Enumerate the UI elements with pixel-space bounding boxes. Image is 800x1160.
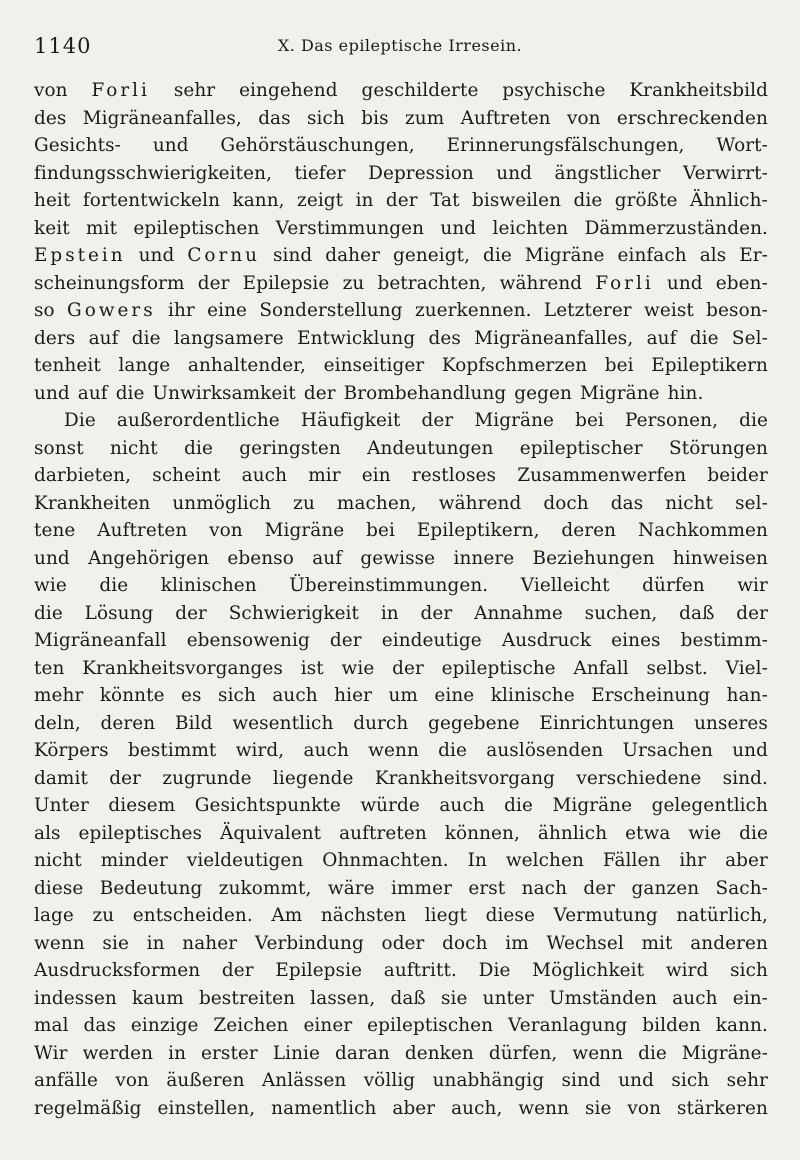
- text-line: des Migräneanfalles, das sich bis zum Auftreten von erschreckenden: [34, 107, 768, 129]
- text-line: Wir werden in erster Linie daran denken dürfen, wenn die Migräne-: [34, 1042, 768, 1064]
- page-number: 1140: [34, 34, 92, 58]
- text-line: indessen kaum bestreiten lassen, daß sie unter Umständen auch ein-: [34, 987, 768, 1009]
- text-line: Krankheiten unmöglich zu machen, während doch das nicht sel-: [34, 492, 768, 514]
- text-line: sonst nicht die geringsten Andeutungen epileptischer Störungen: [34, 437, 768, 459]
- text-line: die Lösung der Schwierigkeit in der Annahme suchen, daß der: [34, 602, 768, 624]
- text-line: Gesichts- und Gehörstäuschungen, Erinnerungsfälschungen, Wort-: [34, 135, 768, 156]
- text-line: heit fortentwickeln kann, zeigt in der Tat bisweilen die größte Ähnlich-: [34, 190, 768, 211]
- text-line: mal das einzige Zeichen einer epileptischen Veranlagung bilden kann.: [34, 1015, 768, 1036]
- text-line: anfälle von äußeren Anlässen völlig unabhängig sind und sich sehr: [34, 1070, 768, 1091]
- text-line: Die außerordentliche Häufigkeit der Migräne bei Personen, die: [64, 410, 768, 431]
- page-header: [34, 34, 766, 62]
- text-line: findungsschwierigkeiten, tiefer Depression und ängstlicher Verwirrt-: [34, 162, 768, 184]
- text-line: Epstein und Cornu sind daher geneigt, die Migräne einfach als Er-: [34, 245, 768, 266]
- text-line: keit mit epileptischen Verstimmungen und leichten Dämmerzuständen.: [34, 217, 768, 239]
- text-line: damit der zugrunde liegende Krankheitsvorgang verschiedene sind.: [34, 767, 768, 789]
- text-line: lage zu entscheiden. Am nächsten liegt diese Vermutung natürlich,: [34, 905, 768, 926]
- text-line: wenn sie in naher Verbindung oder doch im Wechsel mit anderen: [34, 932, 768, 954]
- text-line: darbieten, scheint auch mir ein restloses Zusammenwerfen beider: [34, 465, 768, 486]
- text-line: nicht minder vieldeutigen Ohnmachten. In welchen Fällen ihr aber: [34, 850, 768, 871]
- text-line: wie die klinischen Übereinstimmungen. Vielleicht dürfen wir: [34, 575, 768, 596]
- text-line: ten Krankheitsvorganges ist wie der epileptische Anfall selbst. Viel-: [34, 657, 768, 679]
- text-line: als epileptisches Äquivalent auftreten können, ähnlich etwa wie die: [34, 822, 768, 844]
- text-line: mehr könnte es sich auch hier um eine klinische Erscheinung han-: [34, 685, 768, 706]
- text-line: Migräneanfall ebensowenig der eindeutige Ausdruck eines bestimm-: [34, 630, 768, 651]
- text-line: regelmäßig einstellen, namentlich aber auch, wenn sie von stärkeren: [34, 1097, 768, 1119]
- text-line: ders auf die langsamere Entwicklung des Migräneanfalles, auf die Sel-: [34, 327, 768, 349]
- body-text: [34, 77, 768, 1122]
- text-line: und auf die Unwirksamkeit der Brombehandlung gegen Migräne hin.: [34, 382, 704, 404]
- text-line: diese Bedeutung zukommt, wäre immer erst nach der ganzen Sach-: [34, 877, 768, 899]
- text-line: scheinungsform der Epilepsie zu betrachten, während Forli und eben-: [34, 272, 768, 294]
- text-line: deln, deren Bild wesentlich durch gegebene Einrichtungen unseres: [34, 712, 768, 734]
- text-line: Ausdrucksformen der Epilepsie auftritt. Die Möglichkeit wird sich: [34, 960, 768, 981]
- text-line: Unter diesem Gesichtspunkte würde auch die Migräne gelegentlich: [34, 795, 768, 816]
- text-line: von Forli sehr eingehend geschilderte psychische Krankheitsbild: [34, 80, 768, 101]
- text-line: tene Auftreten von Migräne bei Epileptikern, deren Nachkommen: [34, 520, 768, 541]
- text-line: tenheit lange anhaltender, einseitiger Kopfschmerzen bei Epileptikern: [34, 355, 768, 376]
- text-line: Körpers bestimmt wird, auch wenn die auslösenden Ursachen und: [34, 740, 768, 761]
- text-line: so Gowers ihr eine Sonderstellung zuerkennen. Letzterer weist beson-: [34, 300, 768, 321]
- text-line: und Angehörigen ebenso auf gewisse innere Beziehungen hinweisen: [34, 547, 768, 569]
- running-title: X. Das epileptische Irresein.: [277, 36, 523, 55]
